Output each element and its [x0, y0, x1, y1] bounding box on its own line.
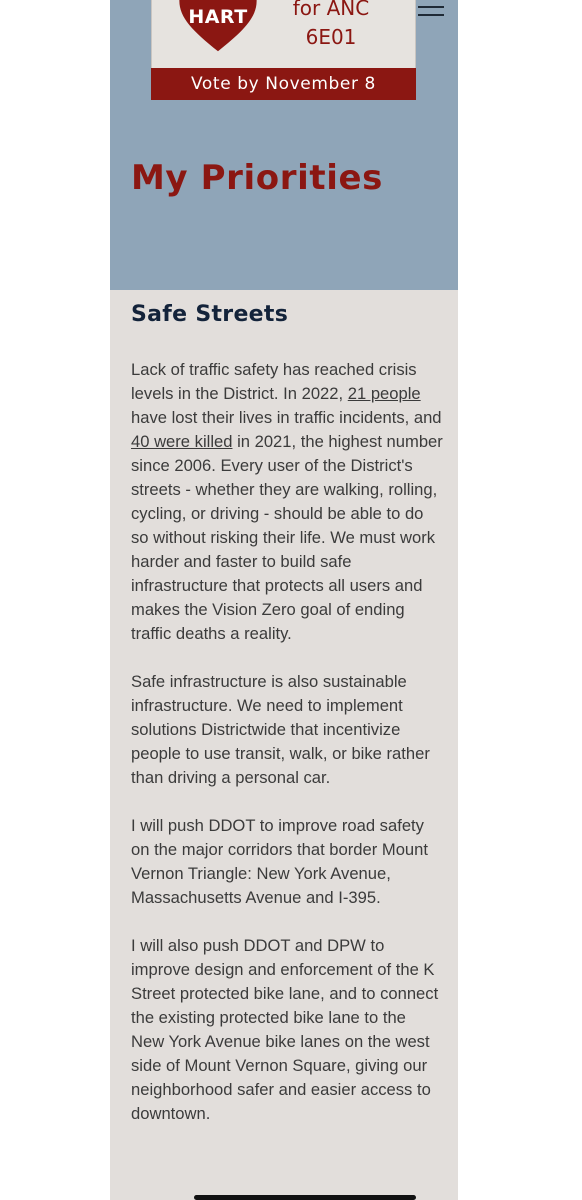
campaign-logo[interactable]: [151, 0, 416, 68]
text-segment: in 2021, the highest number since 2006. Every user of the District's streets - whether they are walking, rolling, cycling, or driving - should be able to do so without risking their life. We must work harder and faster to build safe infrastructure that protects all users and makes the Vision Zero goal of ending traffic deaths a reality.: [131, 432, 443, 643]
tagline-line-1: for ANC: [292, 0, 370, 20]
logo-tagline: [278, 0, 384, 52]
text-segment: have lost their lives in traffic incidents, and: [131, 408, 442, 427]
phone-viewport: [110, 0, 458, 1200]
link-40-were-killed[interactable]: 40 were killed: [131, 432, 233, 451]
paragraph-traffic-safety: [131, 358, 443, 646]
hero-banner: [110, 0, 458, 290]
home-indicator[interactable]: [194, 1195, 416, 1200]
hamburger-menu-icon[interactable]: [418, 0, 444, 18]
page-title: My Priorities: [131, 158, 383, 198]
paragraph-bike-lanes: I will also push DDOT and DPW to improve design and enforcement of the K Street protected bike lane, and to connect the existing protected bike lane to the New York Avenue bike lanes on the west side of Mount Vernon Square, giving our neighborhood safer and easier access to downtown.: [131, 936, 439, 1123]
link-21-people[interactable]: 21 people: [347, 384, 421, 403]
paragraph-sustainable-infrastructure: Safe infrastructure is also sustainable infrastructure. We need to implement solutions Districtwide that incentivize people to use transit, walk, or bike rather than driving a personal car.: [131, 672, 430, 787]
paragraph-road-safety-corridors: I will push DDOT to improve road safety on the major corridors that border Mount Vernon Triangle: New York Avenue, Massachusetts Avenue and I-395.: [131, 816, 428, 907]
priority-section: [131, 300, 443, 1150]
text-segment: Lack of traffic safety has reached crisis levels in the District. In 2022,: [131, 360, 417, 403]
tagline-line-2: 6E01: [305, 25, 357, 49]
section-title: Safe Streets: [131, 302, 289, 327]
vote-banner: Vote by November 8: [151, 68, 416, 100]
logo-name: HART: [188, 6, 248, 28]
